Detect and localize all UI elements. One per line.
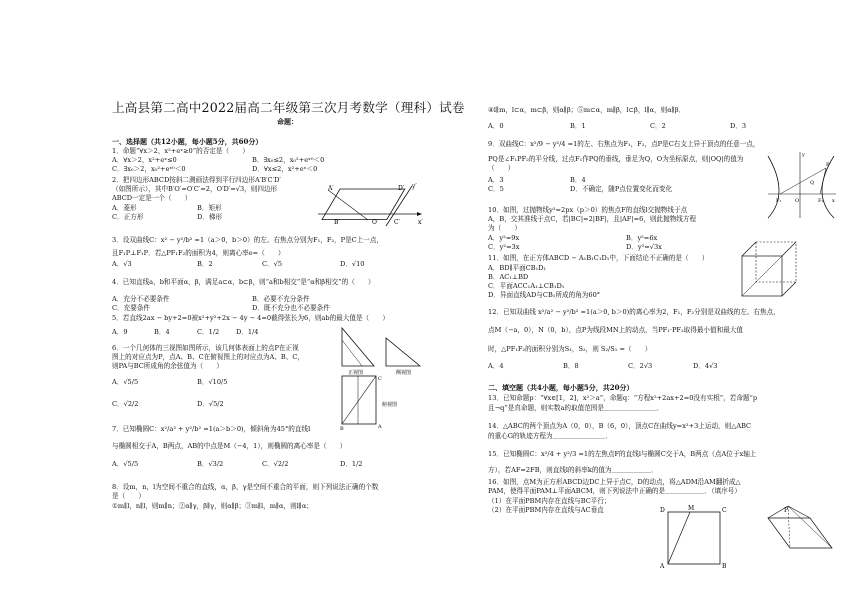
option-a: A．y²=9x — [488, 234, 520, 242]
question-line: 方），若AF=2FB，则直线l的斜率k的值为＿＿＿＿＿＿． — [488, 466, 658, 474]
section-heading: 一、选择题（共12小题，每小题5分，共60分） — [112, 137, 263, 146]
question-line: 16．如图，点M为正方形ABCD边DC上异于点C，D的动点，将△ADM沿AM翻折成△ — [488, 478, 741, 486]
option-d: D．1/4 — [236, 328, 259, 336]
option-c: C．正方形 — [112, 213, 144, 221]
section-heading: 二、填空题（共4小题，每小题5分，共20分） — [488, 383, 634, 392]
option-d: D．既不充分也不必要条件 — [252, 304, 330, 312]
question-line: ④l∥m，l⊂α，m⊂β，则α∥β；⑤m⊂α，m∥β，l⊂β，l∥α，则α∥β． — [488, 106, 686, 114]
option-c: C．y²=3x — [488, 243, 520, 251]
fig-label: 正视图 — [348, 370, 364, 376]
question-line: 与椭圆相交于A，B两点，AB的中点是M（−4，1），则椭圆的离心率是（ ） — [112, 442, 347, 450]
option-b: B．4 — [154, 328, 170, 336]
question-line: 且¬q”是真命题，则实数a的取值范围是＿＿＿＿＿＿＿＿． — [488, 404, 664, 412]
option-b: B．√10/5 — [197, 378, 228, 386]
fig-label: B′ — [334, 219, 340, 226]
option-c: C．2 — [650, 122, 666, 130]
fig-label: A′ — [328, 185, 334, 192]
fig-label: y′ — [412, 183, 417, 190]
fig-label: x′ — [418, 219, 423, 226]
question-line: A，B，交其准线于点C，若|BC|=2|BF|，且|AF|=6，则此抛物线方程 — [488, 215, 697, 223]
parallelogram-figure — [314, 182, 426, 230]
option-b: B．矩形 — [197, 204, 222, 212]
option-a: A．充分不必要条件 — [112, 295, 170, 303]
option-b: B．AC₁⊥BD — [488, 273, 529, 281]
question-line: （1）在平面PBM内存在直线与BC平行； — [488, 497, 611, 505]
option-d: D．√10 — [340, 260, 365, 268]
fig-label: D — [660, 507, 665, 514]
option-d: D．不确定，随P点位置变化而变化 — [570, 185, 673, 193]
fig-label: B — [722, 563, 727, 570]
option-c: C．√2/2 — [112, 400, 139, 408]
question-line: 为（ ） — [488, 224, 521, 232]
question-line: 点M（−a，0），N（0，b），点P为线段MN上的动点，当PF₁·PF₂取得最小值和最大值 — [488, 326, 743, 334]
question-line: 13．已知命题p：“∀x∈[1，2]，x²＞a”，命题q：“方程x²+2ax+2=0没有实根”，若命题“p — [488, 394, 758, 402]
option-a: A．0 — [488, 122, 504, 130]
question-line: 3．设双曲线C：x² − y²/b² =1（a＞0，b＞0）的左、右焦点分别为F₁，F₂，P是C上一点， — [112, 236, 384, 244]
option-d: D．y²=√3x — [626, 243, 662, 251]
fig-label: F₁ — [776, 198, 782, 204]
fig-label: O — [795, 198, 800, 204]
fig-label: C — [378, 376, 382, 382]
question-line: 10．如图，过抛物线y²=2px（p＞0）的焦点F的直线l交抛物线于点 — [488, 206, 688, 214]
question-line: 6．一个几何体的三视图如图所示，该几何体表面上的点P在正视 — [112, 344, 299, 352]
fig-label: 侧视图 — [396, 370, 412, 376]
option-a: A．BD∥平面CB₁D₁ — [488, 264, 547, 272]
question-line: PQ是∠F₁PF₂的平分线，过点F₁作PQ的垂线，垂足为Q，O为坐标原点，则|OQ|的值为 — [488, 155, 744, 163]
fig-label: O′ — [372, 219, 379, 226]
fig-label: C′ — [394, 219, 400, 226]
question-line: 且F₁P⊥F₁P．若△PF₁F₂的面积为4，则离心率e=（ ） — [112, 249, 285, 257]
question-line: 则PA与BC所成角的余弦值为（ ） — [112, 362, 223, 370]
option-c: C．∃x₀＞2，x₀²+eˣ⁰＜0 — [112, 165, 186, 173]
exam-title: 上高县第二高中2022届高二年级第三次月考数学（理科）试卷 — [112, 100, 465, 115]
fig-label: P — [784, 507, 789, 514]
fig-label: x — [832, 198, 835, 204]
question-line: ①m∥l，n∥l，则m∥n；②α∥γ，β∥γ，则α∥β；③m∥l，m∥α，则l∥α； — [112, 502, 313, 510]
option-d: D．1/2 — [340, 460, 363, 468]
question-line: 9．双曲线C：x²/9 − y²/4 =1的左、右焦点为F₁，F₂，点P是C右支上异于顶点的任意一点， — [488, 140, 760, 148]
option-a: A．√5/5 — [112, 378, 139, 386]
exam-subtitle: 命题： — [277, 117, 298, 126]
question-line: 图上的对应点为P，点A、B、C在俯视图上的对应点为A、B、C， — [112, 353, 304, 361]
fig-label: D′ — [398, 185, 405, 192]
option-d: D．梯形 — [197, 213, 223, 221]
question-line: 时，△PF₁F₂的面积分别为S₁，S₂，则 S₂/S₁ =（ ） — [488, 345, 652, 353]
option-d: D．异面直线AD与CB₁所成的角为60° — [488, 291, 601, 299]
question-line: 5．若直线2ax − by+2=0被x²+y²+2x − 4y − 4=0截得弦长为6，则ab的最大值是（ ） — [112, 314, 389, 322]
fig-label: y — [802, 152, 805, 158]
option-c: C．平面ACC₁A₁⊥CB₁D₁ — [488, 282, 565, 290]
question-line: 1．命题“∀x＞2，x²+eˣ≥0”的否定是（ ） — [112, 147, 249, 155]
option-a: A．√5/5 — [112, 460, 139, 468]
fig-label: F₂ — [818, 198, 824, 204]
option-b: B．2 — [197, 260, 213, 268]
question-line: 4．已知直线a，b和平面α，β，满足a⊂α，b⊂β，则“a和b相交”是“α和β相交”的（ ） — [112, 278, 375, 286]
cube-figure — [740, 240, 800, 300]
option-b: B．√3/2 — [197, 460, 224, 468]
fig-label: A — [378, 424, 382, 430]
question-line: （ ） — [488, 164, 515, 172]
question-line: ABCD一定是一个（ ） — [112, 194, 192, 202]
fig-label: M — [688, 505, 695, 512]
fig-label: C — [722, 507, 727, 514]
option-c: C．√2/2 — [262, 460, 289, 468]
option-d: D．3 — [730, 122, 747, 130]
question-line: 15．已知椭圆C：x²/4 + y²/3 =1的左焦点F的直线l与椭圆C交于A，B两点（点A位于x轴上 — [488, 450, 757, 458]
option-b: B．必要不充分条件 — [252, 295, 310, 303]
question-line: 的重心G的轨迹方程为＿＿＿＿＿＿＿＿． — [488, 432, 612, 440]
option-d: D．4√3 — [693, 362, 718, 370]
folding-square-figure — [660, 504, 838, 570]
question-line: PAM，使得平面PAM⊥平面ABCM，则下列说法中正确的是＿＿＿＿＿＿．（填序号） — [488, 487, 741, 495]
question-line: 11．如图，在正方体ABCD − A₁B₁C₁D₁中，下面结论不正确的是（ ） — [488, 254, 709, 262]
question-line: 12．已知双曲线 x²/a² − y²/b² =1(a＞0, b＞0)的离心率为2，F₁，F₂分别是双曲线的左、右焦点， — [488, 308, 780, 316]
option-c: C．√5 — [262, 260, 283, 268]
option-d: D．∀x≤2，x²+eˣ＜0 — [252, 165, 318, 173]
option-a: A．菱形 — [112, 204, 137, 212]
option-d: D．√5/2 — [197, 400, 224, 408]
question-line: 7．已知椭圆C：x²/a² + y²/b² =1(a＞b＞0)，倾斜角为45°的直线l — [112, 425, 311, 433]
fig-label: A — [660, 563, 665, 570]
option-a: A．9 — [112, 328, 128, 336]
option-a: A．4 — [488, 362, 504, 370]
option-a: A．3 — [488, 176, 504, 184]
option-a: A．√3 — [112, 260, 132, 268]
question-line: （如图所示），其中B′O′=O′C′=2，O′D′=√3，则四边形 — [112, 185, 278, 193]
option-c: C．5 — [488, 185, 504, 193]
option-c: C．2√3 — [628, 362, 653, 370]
option-c: C．充要条件 — [112, 304, 151, 312]
option-b: B．∃x₀≤2，x₀²+eˣ⁰＜0 — [252, 156, 325, 164]
question-line: 14．△ABC的两个顶点为A（0，0），B（6，0），顶点C在曲线y=x²+3上运动，则△ABC — [488, 422, 752, 430]
question-line: 是（ ） — [112, 492, 145, 500]
fig-label: B — [340, 426, 344, 432]
option-b: B．8 — [563, 362, 579, 370]
three-views-figure — [340, 326, 426, 432]
question-line: （2）在平面PBM内存在直线与AC垂直 — [488, 506, 604, 514]
fig-label: P — [826, 162, 830, 168]
option-c: C．1/2 — [197, 328, 220, 336]
hyperbola-figure — [766, 150, 838, 220]
fig-label: Q — [810, 180, 815, 186]
question-line: 8．设m，n，l为空间不重合的直线，α，β，γ是空间不重合的平面，则下列说法正确的个数 — [112, 483, 379, 491]
option-b: B．y²=6x — [626, 234, 658, 242]
question-line: 2．把四边形ABCD按斜二测画法得到平行四边形A′B′C′D′ — [112, 176, 281, 184]
option-a: A．∀x＞2，x²+eˣ≤0 — [112, 156, 177, 164]
option-b: B．4 — [570, 176, 586, 184]
option-b: B．1 — [570, 122, 586, 130]
fig-label: 俯视图 — [382, 402, 398, 408]
